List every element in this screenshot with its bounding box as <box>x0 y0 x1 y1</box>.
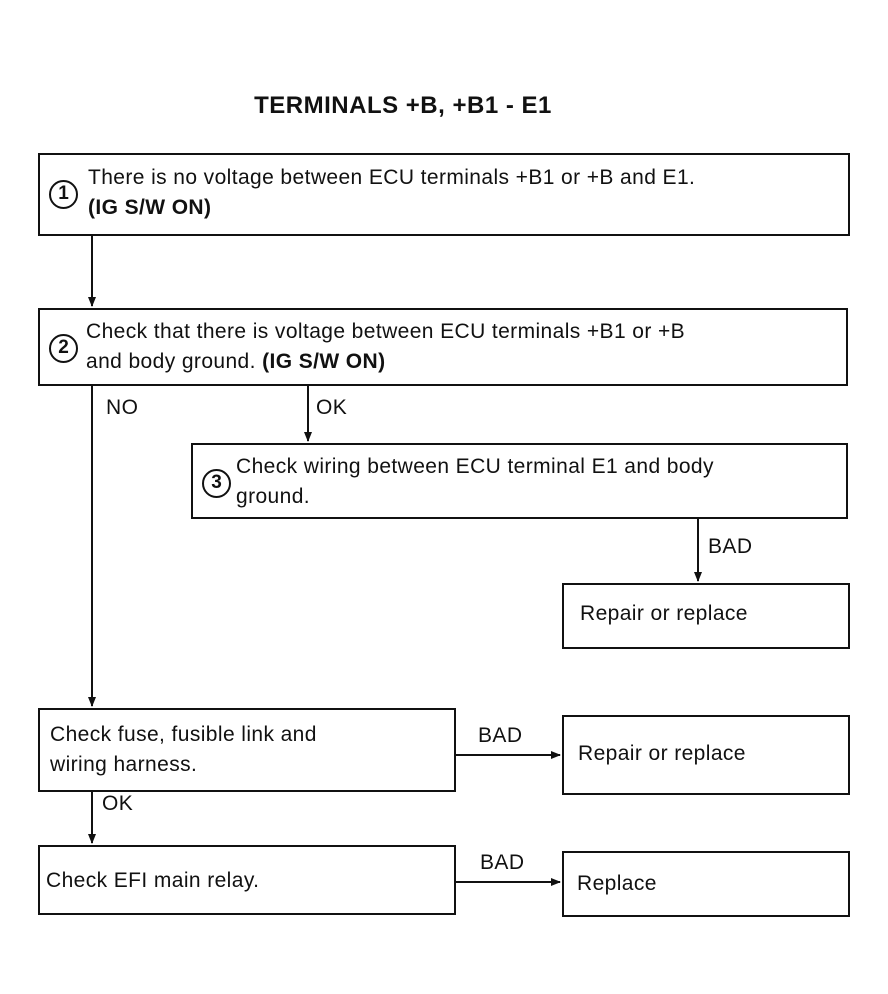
step1-text-line2: (IG S/W ON) <box>88 196 212 219</box>
label-ok-fuse: OK <box>102 792 134 815</box>
fuse-check-text-line2: wiring harness. <box>50 753 198 776</box>
step2-text-line1: Check that there is voltage between ECU terminals +B1 or +B <box>86 320 686 343</box>
label-ok-step3: OK <box>316 396 348 419</box>
repair-box-1-text: Repair or replace <box>580 602 748 625</box>
page-title: TERMINALS +B, +B1 - E1 <box>254 92 552 119</box>
step2-text-line2-prefix: and body ground. <box>86 350 263 373</box>
step3-number: 3 <box>202 469 231 498</box>
step2-text-line2-condition: (IG S/W ON) <box>262 350 386 373</box>
repair-box-1 <box>562 583 850 649</box>
step3-text-line1: Check wiring between ECU terminal E1 and body <box>236 455 714 478</box>
repair-box-2-text: Repair or replace <box>578 742 746 765</box>
step3-text-line2: ground. <box>236 485 311 508</box>
step2-text-line2 <box>86 347 386 377</box>
fuse-check-text-line1: Check fuse, fusible link and <box>50 723 317 746</box>
step1-box <box>38 153 850 236</box>
step1-number: 1 <box>49 180 78 209</box>
step2-box <box>38 308 848 386</box>
fuse-check-box <box>38 708 456 792</box>
label-bad-fuse: BAD <box>478 724 523 747</box>
replace-box <box>562 851 850 917</box>
step2-number: 2 <box>49 334 78 363</box>
relay-check-box <box>38 845 456 915</box>
replace-box-text: Replace <box>577 872 657 895</box>
repair-box-2 <box>562 715 850 795</box>
label-no: NO <box>106 396 139 419</box>
label-bad-step3: BAD <box>708 535 753 558</box>
step1-text-line1: There is no voltage between ECU terminals +B1 or +B and E1. <box>88 166 696 189</box>
relay-check-text: Check EFI main relay. <box>46 869 260 892</box>
step3-box <box>191 443 848 519</box>
label-bad-relay: BAD <box>480 851 525 874</box>
